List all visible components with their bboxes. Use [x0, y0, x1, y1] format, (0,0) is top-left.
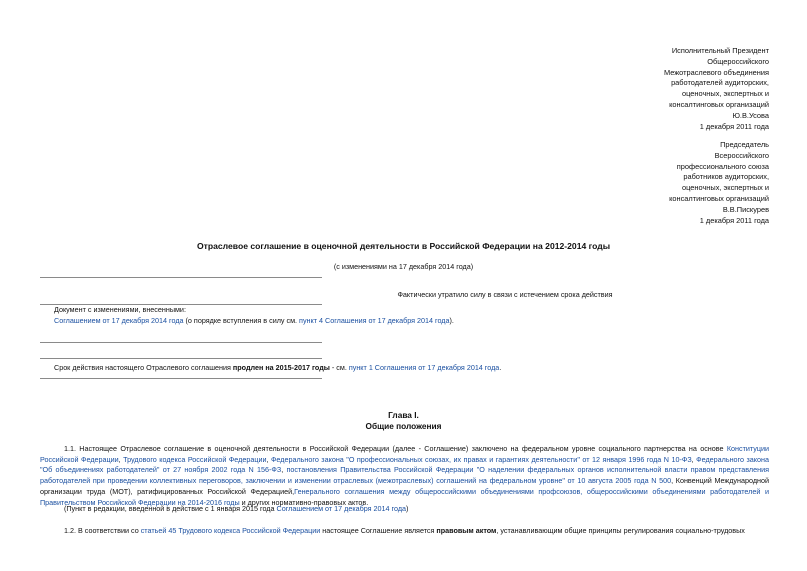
- government-decree-link[interactable]: постановления Правительства Российской Федерации "О наделении федеральных органов исполнительной власти правом представления работодателей при проведении коллективных переговоров, заключении и изменении отраслевых (межотраслевых) соглашений на федеральном уровне" от 10 августа 2005 года N 500: [40, 465, 769, 486]
- paragraph-text: ,: [281, 465, 287, 475]
- paragraph-text: настоящее Соглашение является: [320, 526, 437, 535]
- employers-law-link[interactable]: Федерального закона "Об объединениях работодателей" от 27 ноября 2002 года N 156-ФЗ: [40, 454, 769, 475]
- amendment-link[interactable]: Соглашением от 17 декабря 2014 года: [54, 315, 184, 325]
- divider: [40, 358, 322, 359]
- signatory-line: Межотраслевого объединения: [663, 67, 769, 77]
- paragraph-text: , устанавливающим общие принципы регулирования социально-трудовых: [496, 526, 745, 535]
- paragraph-text: 1.1. Настоящее Отраслевое соглашение в оценочной деятельности в Российской Федерации (далее - Соглашение) заключено на федеральном уровне социального партнерства на основе: [64, 444, 727, 453]
- amendment-link[interactable]: Соглашением от 17 декабря 2014 года: [276, 504, 407, 513]
- signatory-line: оценочных, экспертных и: [682, 89, 769, 99]
- status-note: Фактически утратило силу в связи с истечением срока действия: [397, 290, 613, 299]
- trade-unions-law-link[interactable]: Федерального закона "О профессиональных союзах, их правах и гарантиях деятельности" от 12 января 1996 года N 10-ФЗ: [270, 454, 692, 464]
- changes-text: (о порядке вступления в силу см.: [183, 315, 300, 325]
- note-text: ): [406, 504, 409, 513]
- signatory-name: В.В.Пискурев: [722, 204, 769, 214]
- signatory-line: работодателей аудиторских,: [671, 78, 769, 88]
- chapter-number: Глава I.: [388, 410, 419, 420]
- divider: [40, 342, 322, 343]
- signatory-line: консалтинговых организаций: [669, 99, 769, 109]
- note-text: (Пункт в редакции, введенной в действие с 1 января 2015 года: [64, 504, 277, 513]
- labor-code-link[interactable]: Трудового кодекса Российской Федерации: [123, 454, 267, 464]
- term-link[interactable]: пункт 1 Соглашения от 17 декабря 2014 года: [348, 363, 500, 372]
- paragraph-text: ,: [118, 454, 124, 464]
- paragraph-text: ,: [691, 454, 697, 464]
- document-title: Отраслевое соглашение в оценочной деятельности в Российской Федерации на 2012-2014 годы: [196, 241, 611, 251]
- paragraph-1-1-note: [64, 504, 408, 513]
- chapter-title: Общие положения: [365, 421, 442, 431]
- term-text: - см.: [329, 363, 349, 372]
- changes-line: [54, 316, 754, 327]
- amendment-point-link[interactable]: пункт 4 Соглашения от 17 декабря 2014 года: [299, 315, 450, 325]
- legal-act-bold: правовым актом: [436, 526, 497, 535]
- signatory-line: консалтинговых организаций: [669, 193, 769, 203]
- paragraph-text: и других нормативно-правовых актов.: [239, 497, 369, 507]
- term-text: .: [499, 363, 502, 372]
- signatory-line: Председатель: [720, 140, 769, 149]
- signatory-block-chairman: [669, 140, 769, 226]
- changes-text: ).: [449, 315, 454, 325]
- term-note: [54, 363, 774, 374]
- paragraph-text: , Конвенций Международной организации труда (МОТ), ратифицированных Российской Федерацией,: [40, 476, 770, 496]
- divider: [40, 378, 322, 379]
- signatory-line: оценочных, экспертных и: [682, 183, 769, 193]
- signatory-date: 1 декабря 2011 года: [699, 215, 769, 225]
- signatory-line: Всероссийского: [714, 150, 769, 160]
- divider: [40, 277, 322, 278]
- paragraph-text: 1.2. В соответствии со: [64, 526, 141, 535]
- paragraph-text: ,: [266, 454, 271, 464]
- article-45-link[interactable]: статьей 45 Трудового кодекса Российской Федерации: [140, 526, 321, 535]
- signatory-name: Ю.В.Усова: [732, 110, 769, 120]
- paragraph-1-1: [40, 444, 769, 508]
- term-text: Срок действия настоящего Отраслевого соглашения: [54, 363, 233, 372]
- changes-note: [54, 305, 754, 326]
- changes-intro: Документ с изменениями, внесенными:: [54, 305, 186, 314]
- signatory-line: Исполнительный Президент: [671, 46, 769, 55]
- general-agreement-link[interactable]: Генерального соглашения между общероссийскими объединениями профсоюзов, общероссийскими объединениями работодателей и Правительством Российской Федерации на 2014-2016 годы: [40, 486, 769, 507]
- signatory-line: Общероссийского: [707, 56, 769, 66]
- constitution-link[interactable]: Конституции Российской Федерации: [40, 444, 769, 464]
- signatory-line: профессионального союза: [676, 161, 769, 171]
- signatory-block-president: [664, 46, 769, 132]
- signatory-date: 1 декабря 2011 года: [699, 121, 769, 131]
- paragraph-1-2: [40, 526, 769, 537]
- edition-note: (с изменениями на 17 декабря 2014 года): [333, 262, 474, 271]
- signatory-line: работников аудиторских,: [683, 172, 769, 182]
- term-bold: продлен на 2015-2017 годы: [232, 363, 330, 372]
